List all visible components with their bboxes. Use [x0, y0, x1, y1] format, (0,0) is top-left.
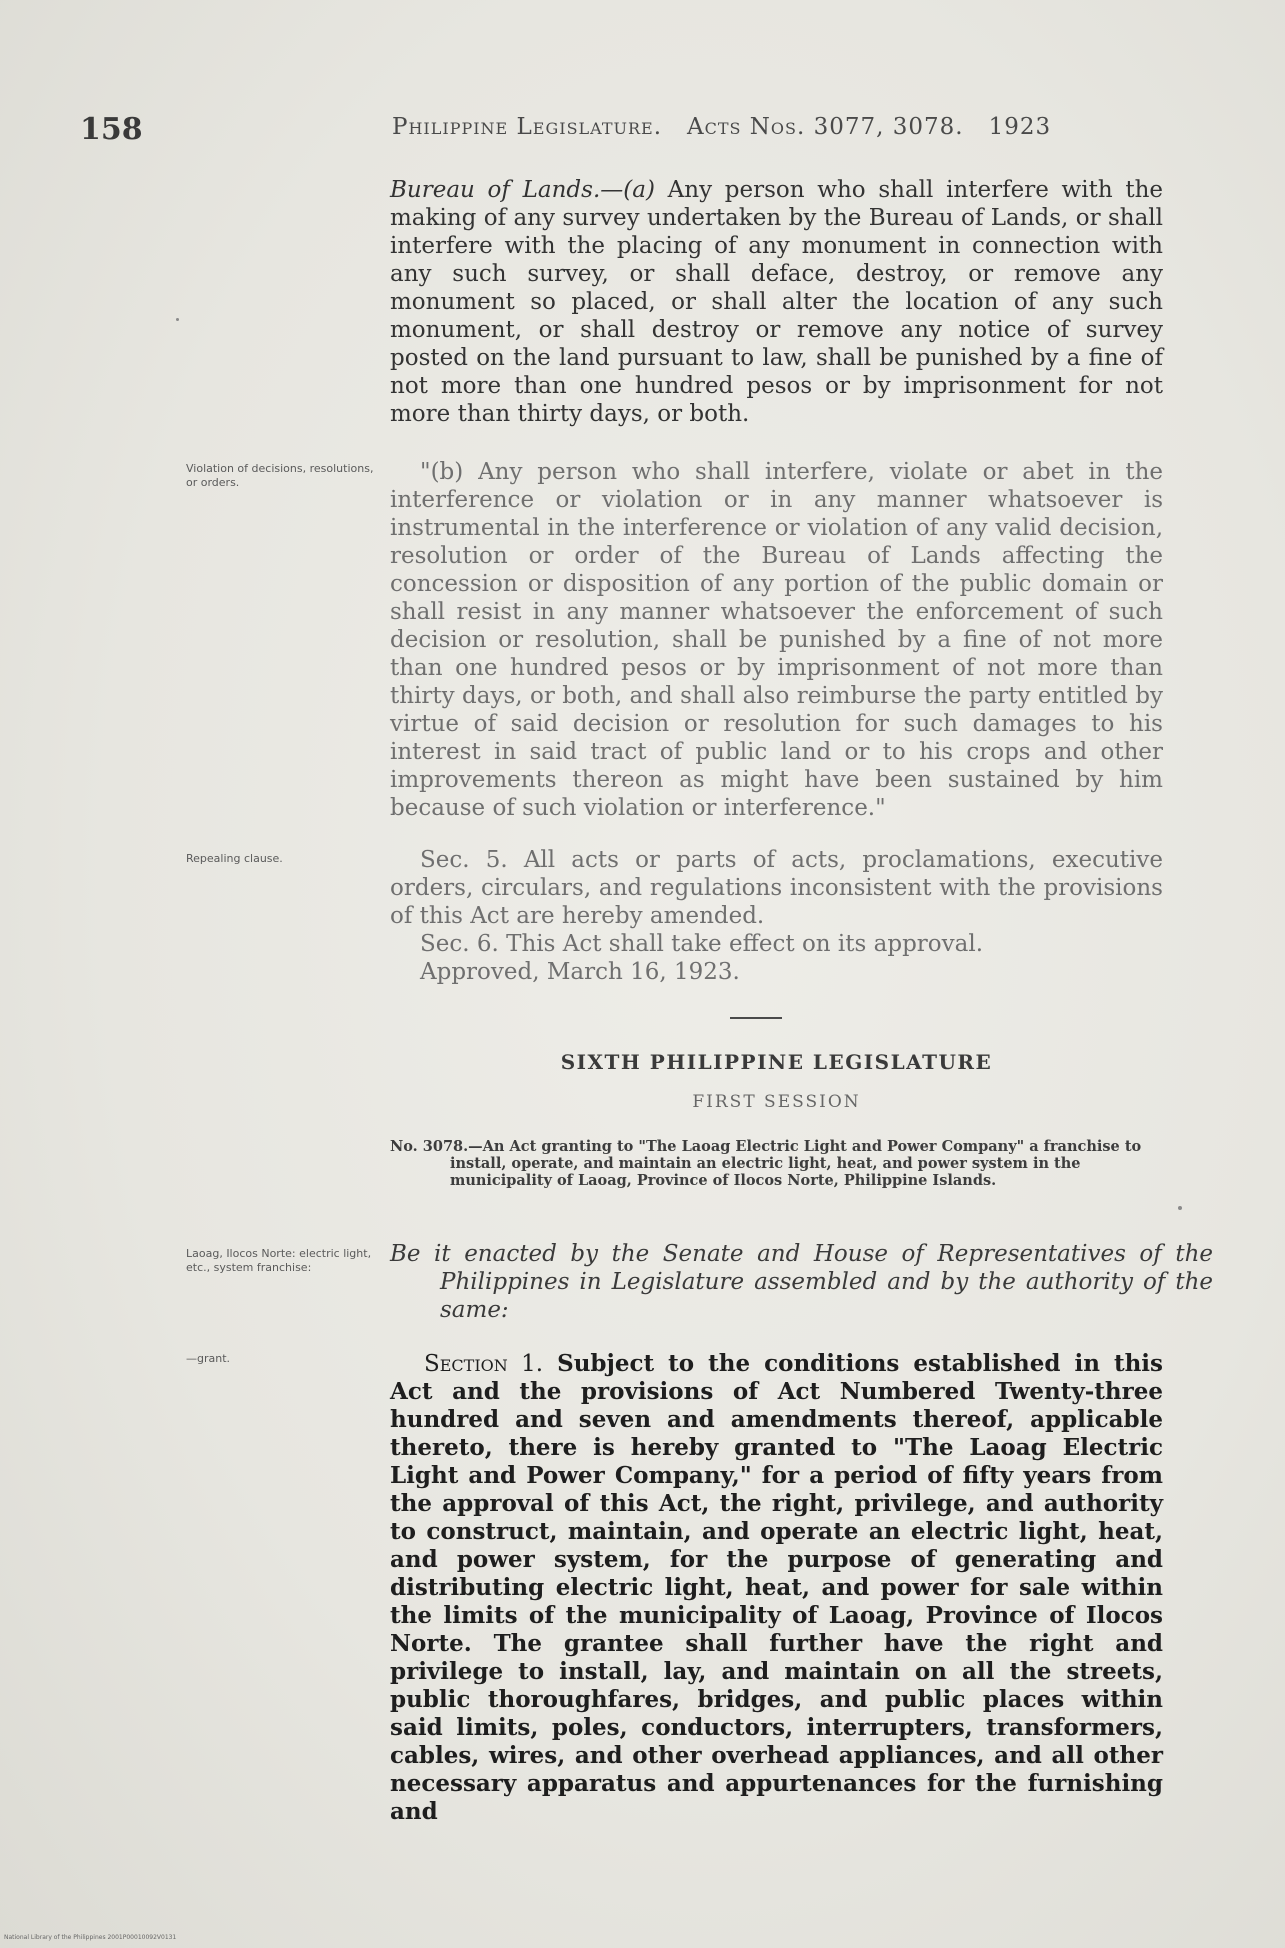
session-heading: FIRST SESSION [692, 1092, 861, 1112]
margin-note-violation: Violation of decisions, resolutions, or orders. [186, 462, 374, 489]
margin-note-laoag: Laoag, Ilocos Norte: electric light, etc., system franchise: [186, 1247, 372, 1274]
margin-note-grant: —grant. [186, 1352, 231, 1365]
section-6: Sec. 6. This Act shall take effect on its approval. [420, 931, 984, 957]
act-title-text: No. 3078.—An Act granting to "The Laoag Electric Light and Power Company" a franchise to install, operate, and maintain an electric light, heat, and power system in the municipality of Laoag, Province of Ilocos Norte, Philippine Islands. [390, 1138, 1142, 1189]
page-number: 158 [80, 112, 143, 147]
legislature-heading: SIXTH PHILIPPINE LEGISLATURE [560, 1050, 993, 1074]
section-1-text: Subject to the conditions established in this Act and the provisions of Act Numbered Twenty-three hundred and seven and amendments thereof, applicable thereto, there is hereby granted to "The Laoag Electric Light and Power Company," for a period of fifty years from the approval of this Act, the right, privilege, and authority to construct, maintain, and operate an electric light, heat, and power system, for the purpose of generating and distributing electric light, heat, and power for sale within the limits of the municipality of Laoag, Province of Ilocos Norte. The grantee shall further have the right and privilege to install, lay, and maintain on all the streets, public thoroughfares, bridges, and public places within said limits, poles, conductors, interrupters, transformers, cables, wires, and other overhead appliances, and all other necessary apparatus and appurtenances for the furnishing and [390, 1350, 1163, 1825]
paragraph-b-text: Any person who shall interfere, violate or abet in the interference or violation or in any manner whatsoever is instrumental in the interference or violation of any valid decision, resolution or order of the Bureau of Lands affecting the concession or disposition of any portion of the public domain or shall resist in any manner whatsoever the enforcement of such decision or resolution, shall be punished by a fine of not more than one hundred pesos or by imprisonment of not more than thirty days, or both, and shall also reimburse the party entitled by virtue of said decision or resolution for such damages to his interest in said tract of public land or to his crops and other improvements thereon as might have been sustained by him because of such violation or interference." [390, 459, 1164, 821]
running-head-year: 1923 [988, 114, 1052, 140]
approval-date: Approved, March 16, 1923. [420, 959, 740, 985]
running-head [392, 114, 1162, 140]
running-head-title: Philippine Legislature. [392, 114, 663, 140]
enacting-clause: Be it enacted by the Senate and House of Representatives of the Philippines in Legislature assembled and by the authority of the same: [390, 1241, 1213, 1323]
scan-footer-id: National Library of the Philippines 2001P00010092V0131 [4, 1934, 177, 1941]
section-1-label: Section 1. [424, 1351, 544, 1377]
section-divider [730, 1017, 782, 1019]
closing-sections [390, 846, 1163, 986]
paragraph-b-label: "(b) [420, 459, 464, 485]
stray-mark [1178, 1206, 1182, 1210]
margin-note-repealing: Repealing clause. [186, 852, 283, 865]
running-head-acts: Acts Nos. 3077, 3078. [687, 114, 964, 140]
paragraph-a-label: Bureau of Lands.—(a) [390, 177, 655, 203]
section-5: Sec. 5. All acts or parts of acts, proclamations, executive orders, circulars, and regulations inconsistent with the provisions of this Act are hereby amended. [390, 847, 1163, 929]
section-1 [390, 1350, 1163, 1826]
stray-mark [176, 318, 179, 321]
paragraph-a [390, 176, 1163, 428]
paragraph-b [390, 458, 1163, 822]
act-title [390, 1138, 1163, 1189]
paragraph-a-text: Any person who shall interfere with the making of any survey undertaken by the Bureau of Lands, or shall interfere with the placing of any monument in connection with any such survey, or shall deface, destroy, or remove any monument so placed, or shall alter the location of any such monument, or shall destroy or remove any notice of survey posted on the land pursuant to law, shall be punished by a fine of not more than one hundred pesos or by imprisonment for not more than thirty days, or both. [390, 177, 1164, 427]
